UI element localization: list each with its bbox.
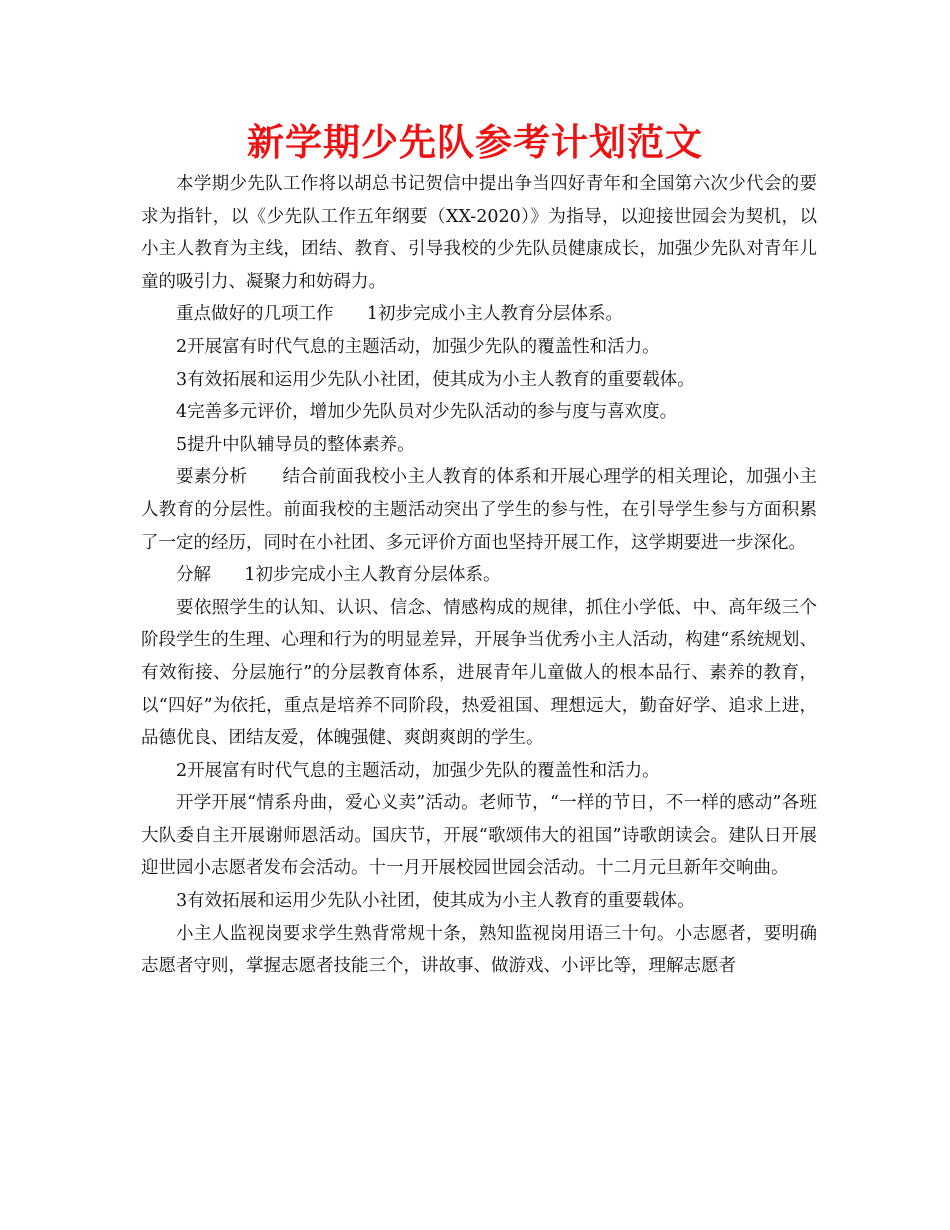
paragraph-breakdown-detail: 要依照学生的认知、认识、信念、情感构成的规律，抓住小学低、中、高年级三个阶段学生的生理、心理和行为的明显差异，开展争当优秀小主人活动，构建“系统规划、有效衔接、分层施行”的分层教育体系，进展青年儿童做人的根本品行、素养的教育，以“四好”为依托，重点是培养不同阶段，热爱祖国、理想远大，勤奋好学、追求上进，品德优良、团结友爱，体魄强健、爽朗爽朗的学生。 xyxy=(141,597,817,749)
paragraph-activities-heading: 2开展富有时代气息的主题活动，加强少先队的覆盖性和活力。 xyxy=(176,760,660,781)
paragraph-key-tasks: 重点做好的几项工作 1初步完成小主人教育分层体系。 xyxy=(176,304,624,325)
paragraph-task-2: 2开展富有时代气息的主题活动，加强少先队的覆盖性和活力。 xyxy=(176,336,660,357)
paragraph-activities-detail: 开学开展“情系舟曲，爱心义卖”活动。老师节，“一样的节日，不一样的感动”各班大队委自主开展谢师恩活动。国庆节，开展“歌颂伟大的祖国”诗歌朗读会。建队日开展迎世园小志愿者发布会活动。十一月开展校园世园会活动。十二月元旦新年交响曲。 xyxy=(141,793,817,879)
document-body xyxy=(141,168,817,983)
paragraph-task-3: 3有效拓展和运用少先队小社团，使其成为小主人教育的重要载体。 xyxy=(176,369,695,390)
paragraph-breakdown: 分解 1初步完成小主人教育分层体系。 xyxy=(176,565,501,586)
document-title: 新学期少先队参考计划范文 xyxy=(247,121,703,164)
paragraph-task-4: 4完善多元评价，增加少先队员对少先队活动的参与度与喜欢度。 xyxy=(176,402,678,423)
paragraph-clubs-heading: 3有效拓展和运用少先队小社团，使其成为小主人教育的重要载体。 xyxy=(176,891,695,912)
paragraph-clubs-detail: 小主人监视岗要求学生熟背常规十条，熟知监视岗用语三十句。小志愿者，要明确志愿者守则，掌握志愿者技能三个，讲故事、做游戏、小评比等，理解志愿者 xyxy=(141,923,817,977)
paragraph-intro: 本学期少先队工作将以胡总书记贺信中提出争当四好青年和全国第六次少代会的要求为指针，以《少先队工作五年纲要（XX-2020）》为指导，以迎接世园会为契机，以小主人教育为主线，团结、教育、引导我校的少先队员健康成长，加强少先队对青年儿童的吸引力、凝聚力和妨碍力。 xyxy=(141,174,817,292)
paragraph-analysis: 要素分析 结合前面我校小主人教育的体系和开展心理学的相关理论，加强小主人教育的分层性。前面我校的主题活动突出了学生的参与性，在引导学生参与方面积累了一定的经历，同时在小社团、多元评价方面也坚持开展工作，这学期要进一步深化。 xyxy=(141,467,817,553)
paragraph-task-5: 5提升中队辅导员的整体素养。 xyxy=(176,434,415,455)
